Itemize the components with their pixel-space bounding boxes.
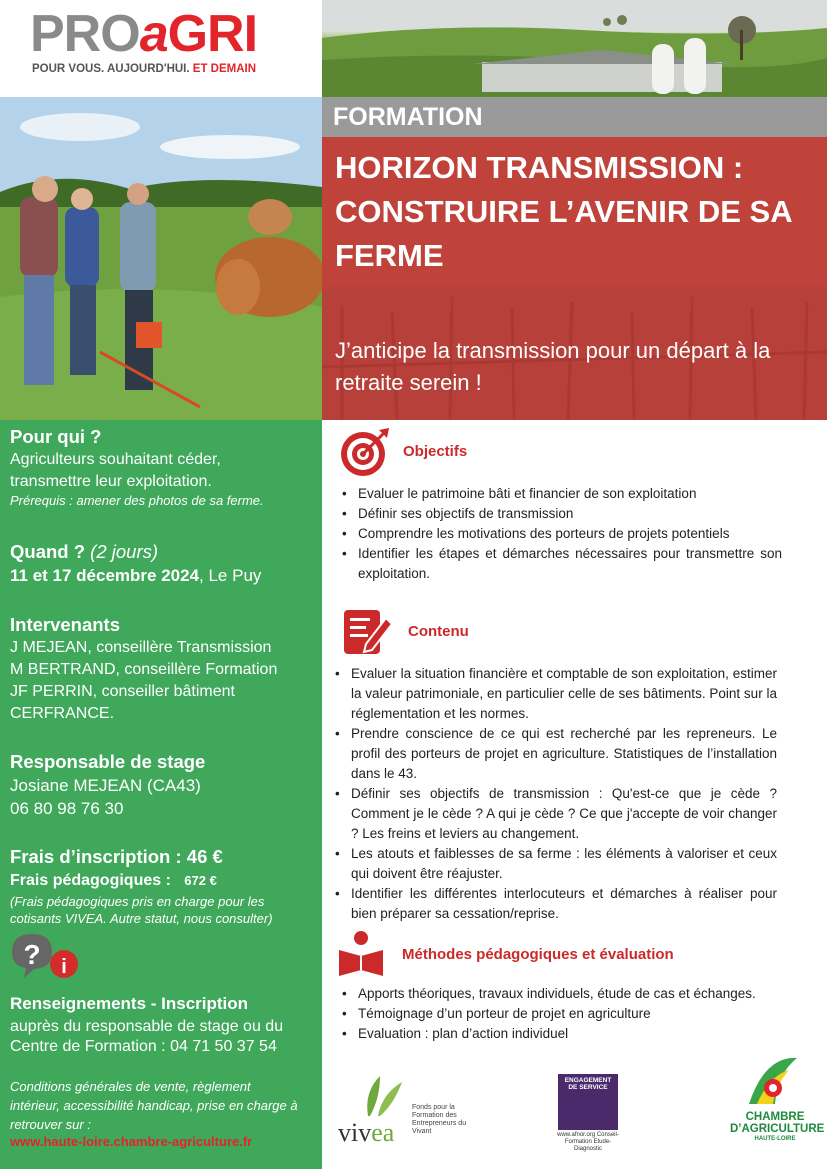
list-item: • Evaluation : plan d’action individuel (338, 1024, 784, 1044)
methodes-list (338, 984, 784, 1044)
frais-pedagogiques: Frais pédagogiques : 672 € (10, 872, 217, 889)
afnor-subtitle: www.afnor.org Conseil-Formation Etude-Diagnostic (557, 1132, 619, 1152)
list-item: • Témoignage d’un porteur de projet en agriculture (338, 1004, 784, 1024)
list-item: • Evaluer le patrimoine bâti et financier de son exploitation (338, 484, 782, 504)
brand-tagline: POUR VOUS. AUJOURD'HUI. ET DEMAIN (32, 63, 257, 75)
list-item: • Définir ses objectifs de transmission : Qu'est-ce que je cède ? Comment je le cède ? A qui je cède ? Ce que j'accepte de voir changer ? Les freins et leviers au changement. (331, 784, 777, 844)
vivea-leaf-icon (358, 1072, 408, 1122)
objectifs-list (338, 484, 782, 584)
svg-text:?: ? (23, 939, 41, 970)
intervenants-heading: Intervenants (10, 614, 121, 635)
farmers-with-cows-photo (0, 97, 322, 420)
contenu-list (331, 664, 777, 924)
chambre-agriculture-logo: CHAMBRE D’AGRICULTURE (730, 1111, 825, 1135)
page-title: HORIZON TRANSMISSION : CONSTRUIRE L’AVENIR DE SA FERME (335, 150, 792, 273)
renseignements-line1: auprès du responsable de stage ou du (10, 1018, 284, 1035)
renseignements-line2: Centre de Formation : 04 71 50 37 54 (10, 1038, 277, 1055)
proagri-logo: PROaGRI (30, 5, 258, 63)
methodes-title: Méthodes pédagogiques et évaluation (402, 946, 674, 963)
list-item: • Identifier les différentes interlocuteurs et démarches à réaliser pour bien préparer sa cessation/reprise. (331, 884, 777, 924)
intervenant-2: M BERTRAND, conseillère Formation (10, 661, 278, 678)
quand-line: Quand ? (2 jours) (10, 541, 159, 562)
intervenant-1: J MEJEAN, conseillère Transmission (10, 639, 272, 656)
responsable-phone[interactable]: 06 80 98 76 30 (10, 799, 124, 818)
svg-text:i: i (61, 956, 67, 978)
list-item: • Comprendre les motivations des porteurs de projets potentiels (338, 524, 782, 544)
category-label: FORMATION (333, 103, 483, 131)
conditions-text: Conditions générales de vente, règlement intérieur, accessibilité handicap, prise en charge à retrouver sur : (10, 1079, 298, 1132)
vivea-logo: vivea (338, 1118, 395, 1147)
question-info-icon (8, 932, 84, 984)
list-item: • Les atouts et faiblesses de sa ferme : les éléments à valoriser et ceux qui doivent être réajuster. (331, 844, 777, 884)
list-item: • Evaluer la situation financière et comptable de son exploitation, estimer la valeur patrimoniale, en particulier celle de ses bâtiments. Point sur la réglementation et les normes. (331, 664, 777, 724)
responsable-heading: Responsable de stage (10, 751, 206, 772)
frais-note: (Frais pédagogiques pris en charge pour les cotisants VIVEA. Autre statut, nous consulter) (10, 894, 273, 926)
renseignements-heading: Renseignements - Inscription (10, 994, 249, 1013)
dates-line: 11 et 17 décembre 2024, Le Puy (10, 566, 262, 585)
list-item: • Apports théoriques, travaux individuels, étude de cas et échanges. (338, 984, 784, 1004)
list-item: • Prendre conscience de ce qui est recherché par les repreneurs. Le profil des porteurs de projet en agriculture. Statistiques de l’installation dans le 43. (331, 724, 777, 784)
list-item: • Identifier les étapes et démarches nécessaires pour transmettre son exploitation. (338, 544, 782, 584)
prerequis-text: Prérequis : amener des photos de sa ferme. (10, 493, 264, 508)
intervenant-3: JF PERRIN, conseiller bâtiment (10, 683, 235, 700)
farm-buildings-photo (322, 0, 827, 97)
objectifs-title: Objectifs (403, 443, 468, 460)
intervenant-4: CERFRANCE. (10, 705, 115, 722)
pour-qui-heading: Pour qui ? (10, 426, 102, 447)
reader-book-icon (337, 930, 389, 982)
vivea-description: Fonds pour la Formation des Entrepreneurs du Vivant (412, 1104, 467, 1135)
target-icon (339, 426, 391, 482)
responsable-name: Josiane MEJEAN (CA43) (10, 776, 201, 795)
page-subtitle: J’anticipe la transmission pour un départ à la retraite serein ! (335, 338, 771, 395)
frais-inscription: Frais d’inscription : 46 € (10, 846, 223, 867)
chambre-region: HAUTE-LOIRE (754, 1136, 796, 1142)
contenu-title: Contenu (408, 623, 469, 640)
pour-qui-text: Agriculteurs souhaitant céder, transmettre leur exploitation. (10, 451, 221, 490)
list-item: • Définir ses objectifs de transmission (338, 504, 782, 524)
afnor-title: ENGAGEMENT DE SERVICE (564, 1077, 612, 1091)
document-edit-icon (342, 604, 394, 662)
chambre-agriculture-emblem (745, 1056, 801, 1114)
website-link[interactable]: www.haute-loire.chambre-agriculture.fr (10, 1134, 253, 1149)
